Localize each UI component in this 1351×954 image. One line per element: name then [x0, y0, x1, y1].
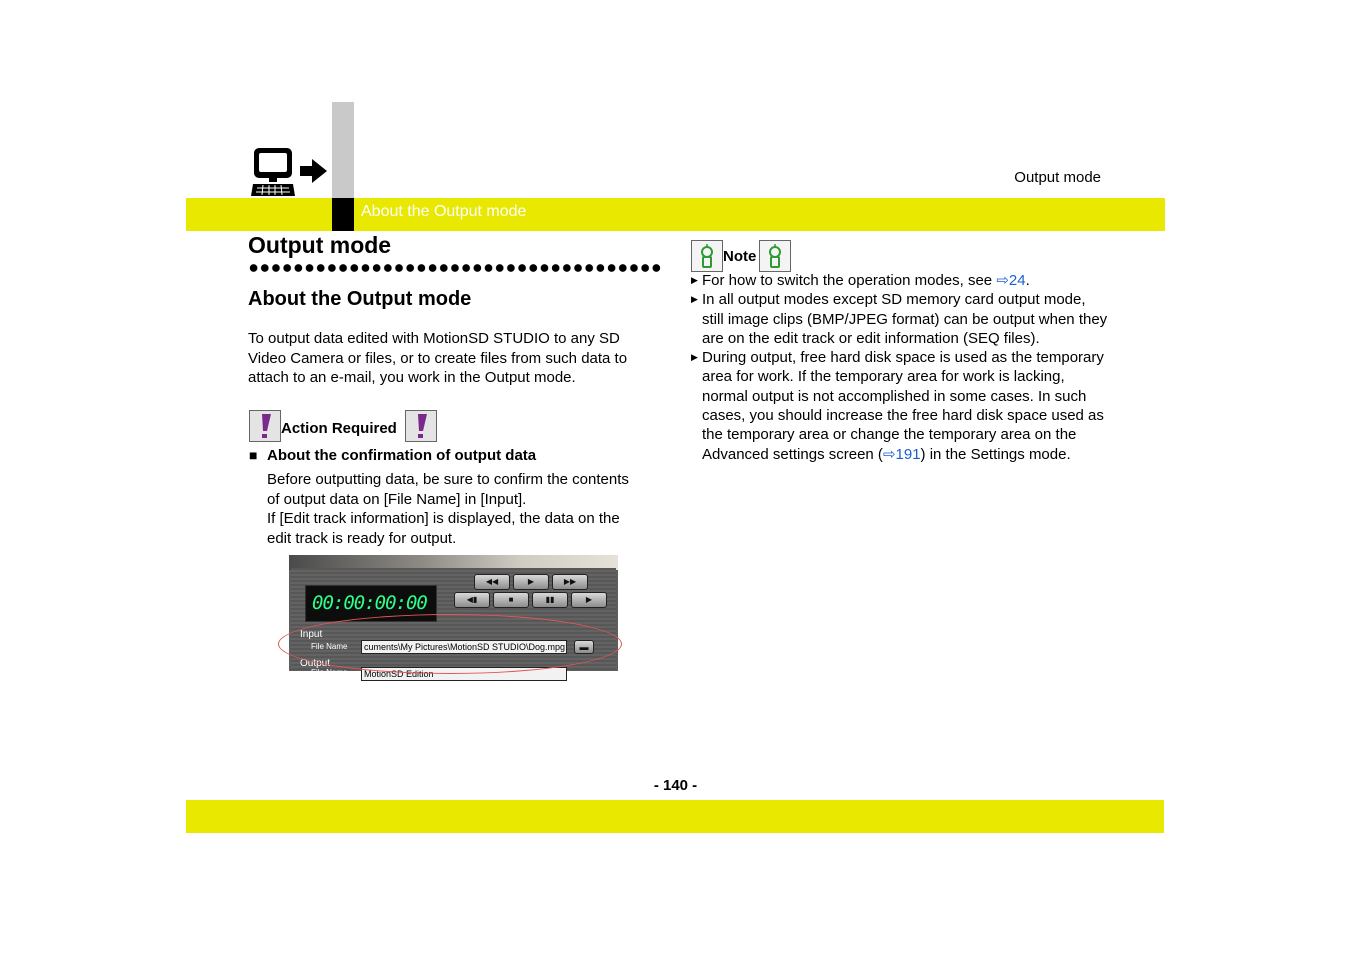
action-required-label: Action Required	[281, 420, 397, 437]
intro-paragraph	[248, 329, 668, 388]
header-tab	[332, 102, 354, 198]
note-text: .	[1025, 272, 1030, 289]
play-button[interactable]: ▶	[513, 574, 549, 590]
action-body-line: edit track is ready for output.	[267, 529, 457, 547]
note-text: In all output modes except SD memory card output mode, still image clips (BMP/JPEG format) can be output when they are on the edit track or edit information (SEQ files).	[702, 291, 1108, 347]
note-item	[691, 290, 1111, 348]
action-body-line: of output data on [File Name] in [Input].	[267, 490, 527, 508]
section-heading: About the Output mode	[248, 288, 472, 310]
stop-button[interactable]: ■	[493, 592, 529, 608]
folder-icon[interactable]: ▬	[574, 640, 594, 654]
note-text: For how to switch the operation modes, see	[702, 272, 997, 289]
title-dotted-rule	[248, 263, 662, 273]
input-file-field[interactable]: cuments\My Pictures\MotionSD STUDIO\Dog.mpg	[361, 640, 567, 654]
intro-line: attach to an e-mail, you work in the Output mode.	[248, 369, 576, 386]
intro-line: Video Camera or files, or to create files from such data to	[248, 349, 628, 367]
action-body	[267, 470, 667, 548]
highlight-ellipse	[278, 614, 622, 674]
rewind-button[interactable]: ◀◀	[474, 574, 510, 590]
bulb-icon	[759, 240, 791, 272]
header-tab-marker	[332, 198, 354, 231]
timecode: 00:00:00:00	[312, 592, 427, 614]
footer-band	[186, 800, 1164, 833]
breadcrumb: About the Output mode	[361, 203, 527, 220]
exclamation-icon	[249, 410, 281, 442]
pause-button[interactable]: ▮▮	[532, 592, 568, 608]
note-item	[691, 271, 1111, 290]
note-text: During output, free hard disk space is used as the temporary area for work. If the temporary area for work is lacking, normal output is not accomplished in some cases. In such cases, you should increase the free hard disk space used as the temporary area or change the temporary area on the Advanced settings screen (	[702, 349, 1104, 463]
bulb-icon	[691, 240, 723, 272]
exclamation-icon	[405, 410, 437, 442]
pc-output-icon	[249, 146, 331, 198]
action-heading: About the confirmation of output data	[267, 447, 537, 464]
intro-line: To output data edited with MotionSD STUDIO to any SD	[248, 330, 620, 347]
page-link[interactable]: ⇨191	[882, 445, 921, 463]
step-forward-button[interactable]: ▶	[571, 592, 607, 608]
output-label: Output	[300, 658, 331, 669]
page-number: - 140 -	[653, 777, 698, 794]
file-name-label: File Name	[311, 642, 348, 651]
fast-forward-button[interactable]: ▶▶	[552, 574, 588, 590]
action-body-line: If [Edit track information] is displayed, the data on the	[267, 510, 620, 527]
step-back-button[interactable]: ◀▮	[454, 592, 490, 608]
section-title: Output mode	[1014, 169, 1101, 186]
note-item	[691, 348, 1111, 464]
output-file-name-label: File Name	[311, 668, 348, 677]
input-label: Input	[300, 629, 323, 640]
page-title: Output mode	[248, 232, 392, 258]
note-list	[691, 271, 1111, 464]
square-bullet-icon: ■	[249, 447, 258, 463]
page-link[interactable]: ⇨24	[996, 272, 1026, 289]
note-text: ) in the Settings mode.	[920, 445, 1071, 463]
note-label: Note	[723, 248, 757, 265]
action-body-line: Before outputting data, be sure to confirm the contents	[267, 471, 629, 488]
output-file-field[interactable]: MotionSD Edition	[361, 667, 567, 681]
